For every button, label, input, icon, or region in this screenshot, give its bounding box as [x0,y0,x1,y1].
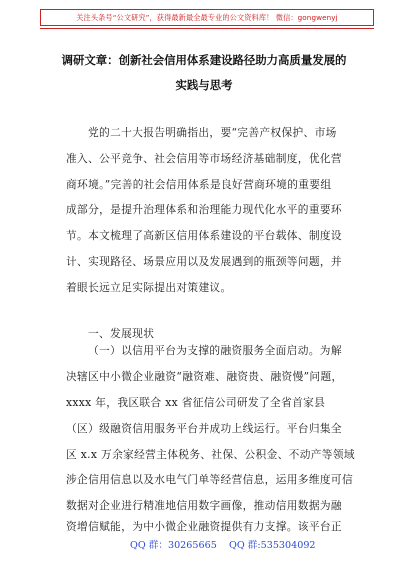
intro-line: 商环境。”完善的社会信用体系是良好营商环境的重要组 [66,178,332,191]
header-divider [40,28,374,29]
section-heading: 一、发展现状 [88,327,155,340]
body-line: 资增信赋能，为中小微企业融资提供有力支撑。该平台正 [66,520,342,533]
body-line: xxxx 年，我区联合 xx 省征信公司研发了全省首家县 [66,396,326,409]
intro-line: 党的二十大报告明确指出，要“完善产权保护、市场 [88,126,337,139]
footer-qq-group-right: QQ 群:535304092 [229,540,316,551]
intro-line: 计、实现路径、场景应用以及发展遇到的瓶颈等问题，并 [66,255,342,268]
intro-line: 成部分，是提升治理体系和治理能力现代化水平的重要环 [66,203,342,216]
intro-line: 准入、公平竞争、社会信用等市场经济基础制度，优化营 [66,152,342,165]
header-banner-text: 关注头条号“公文研究”，获得最新最全最专业的公文资料库！ 微信：gongwenyj [76,12,338,22]
intro-line: 着眼长远立足实际提出对策建议。 [66,281,232,294]
body-line: 区 x.x 万余家经营主体税务、社保、公积金、不动产等领域 [66,448,355,461]
header-banner [40,9,374,26]
body-line: （区）级融资信用服务平台并成功上线运行。平台归集全 [66,422,342,435]
document-title-line-2: 实践与思考 [175,78,233,92]
document-title-line-1: 调研文章：创新社会信用体系建设路径助力高质量发展的 [61,53,347,67]
footer-qq-group-left: QQ 群：30265665 [130,540,217,551]
intro-line: 节。本文梳理了高新区信用体系建设的平台载体、制度设 [66,229,342,242]
body-line: 涉企信用信息以及水电气门单等经营信息，运用多维度可信 [66,473,353,486]
body-line: 数据对企业进行精准地信用数字画像，推动信用数据为融 [66,499,342,512]
body-line: （一）以信用平台为支撑的融资服务全面启动。为解 [88,344,342,357]
body-line: 决辖区中小微企业融资“融资难、融资贵、融资慢”问题， [66,370,343,383]
